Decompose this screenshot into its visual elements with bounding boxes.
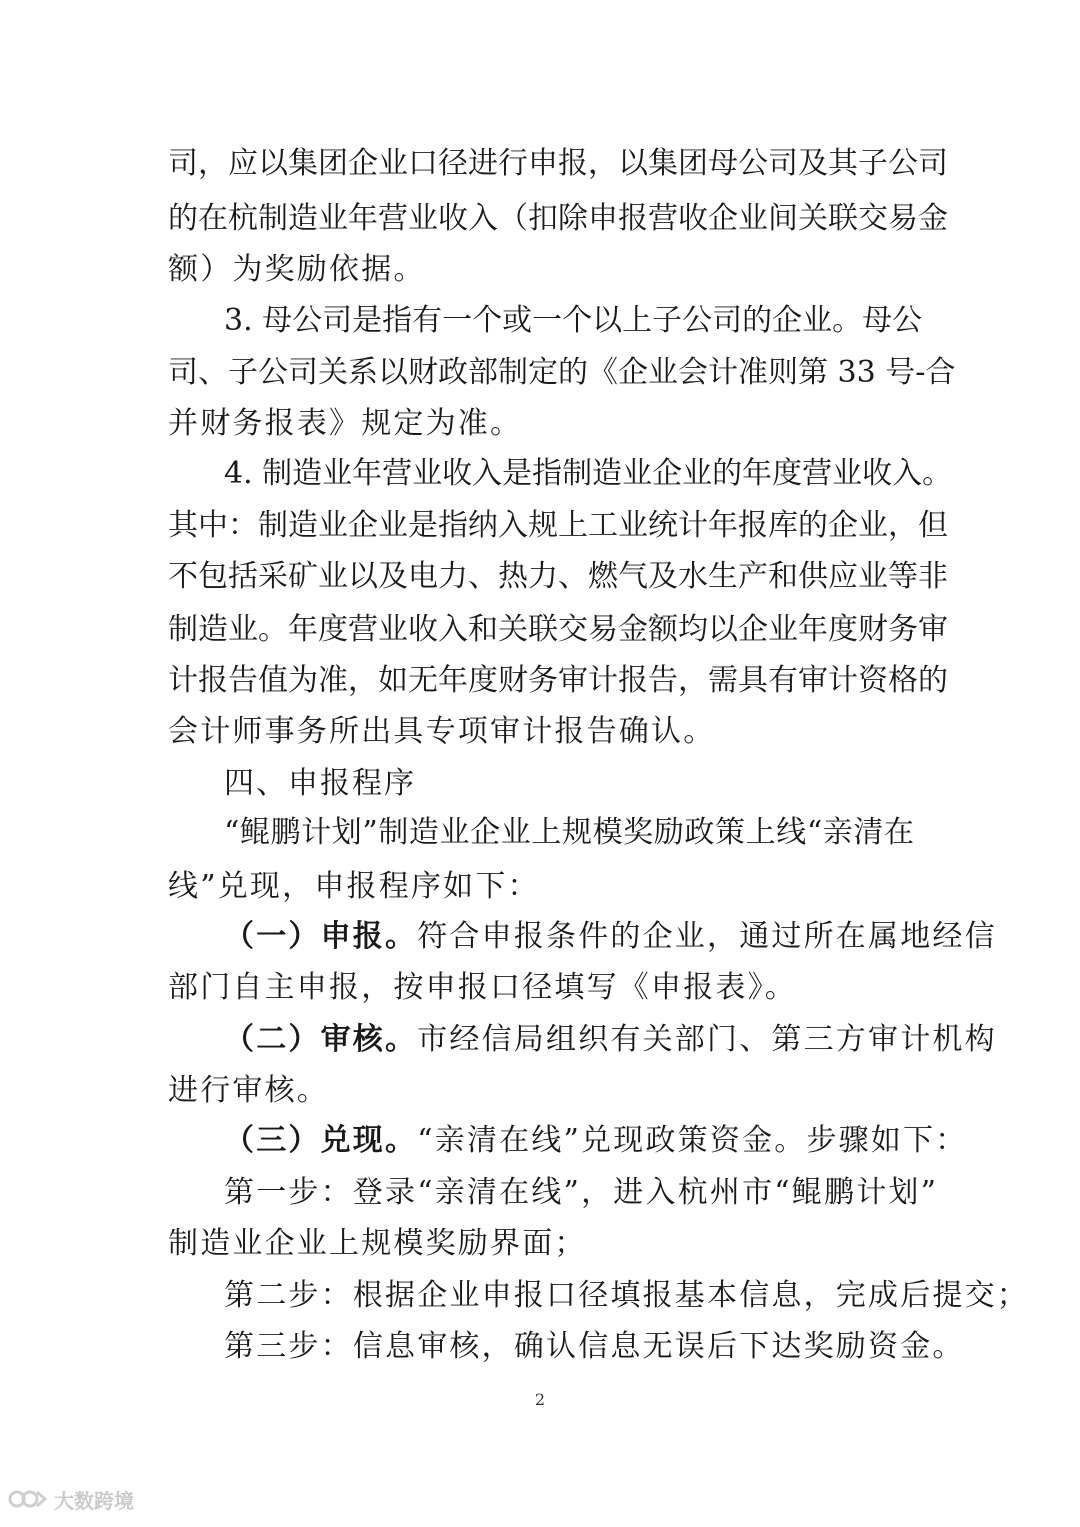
subsection-text: 市经信局组织有关部门、第三方审计机构 (417, 1022, 997, 1057)
paragraph-line: 额）为奖励依据。 (168, 252, 426, 287)
paragraph-line: 3. 母公司是指有一个或一个以上子公司的企业。母公 (224, 303, 923, 338)
paragraph-line: 制造业企业上规模奖励界面； (168, 1226, 587, 1261)
paragraph-line (224, 919, 997, 955)
subsection-label-apply: （一）申报。 (224, 919, 418, 954)
subsection-label-redeem: （三）兑现。 (224, 1123, 418, 1158)
paragraph-line: 其中：制造业企业是指纳入规上工业统计年报库的企业，但 (168, 508, 948, 543)
subsection-text: 符合申报条件的企业，通过所在属地经信 (417, 919, 997, 954)
paragraph-line: 司，应以集团企业口径进行申报，以集团母公司及其子公司 (168, 146, 948, 181)
watermark-text: 大数跨境 (54, 1488, 134, 1513)
paragraph-line: 线”兑现，申报程序如下： (168, 869, 540, 904)
paragraph-line: 并财务报表》规定为准。 (168, 406, 523, 441)
paragraph-line: 部门自主申报，按申报口径填写《申报表》。 (168, 970, 797, 1005)
paragraph-line (224, 1022, 997, 1058)
paragraph-line: 第三步：信息审核，确认信息无误后下达奖励资金。 (224, 1329, 965, 1364)
paragraph-line: 会计师事务所出具专项审计报告确认。 (168, 714, 716, 749)
paragraph-line: 进行审核。 (168, 1073, 329, 1108)
watermark (8, 1484, 134, 1514)
paragraph-line: 第一步：登录“亲清在线”，进入杭州市“鲲鹏计划” (224, 1175, 939, 1210)
paragraph-line: 的在杭制造业年营业收入（扣除申报营收企业间关联交易金 (168, 201, 948, 236)
section-heading: 四、申报程序 (224, 766, 416, 801)
paragraph-line (224, 1123, 968, 1159)
paragraph-line: 第二步：根据企业申报口径填报基本信息，完成后提交； (224, 1278, 1029, 1313)
page-number: 2 (534, 1390, 546, 1409)
paragraph-line: 计报告值为准，如无年度财务审计报告，需具有审计资格的 (168, 663, 948, 698)
paragraph-line: “鲲鹏计划”制造业企业上规模奖励政策上线“亲清在 (224, 815, 914, 850)
paragraph-line: 不包括采矿业以及电力、热力、燃气及水生产和供应业等非 (168, 559, 948, 594)
subsection-label-review: （二）审核。 (224, 1022, 418, 1057)
paragraph-line: 4. 制造业年营业收入是指制造业企业的年度营业收入。 (224, 456, 953, 491)
subsection-text: “亲清在线”兑现政策资金。步骤如下： (417, 1123, 968, 1158)
paragraph-line: 司、子公司关系以财政部制定的《企业会计准则第 33 号-合 (168, 355, 956, 390)
brand-logo-icon (8, 1487, 48, 1511)
paragraph-line: 制造业。年度营业收入和关联交易金额均以企业年度财务审 (168, 612, 948, 647)
